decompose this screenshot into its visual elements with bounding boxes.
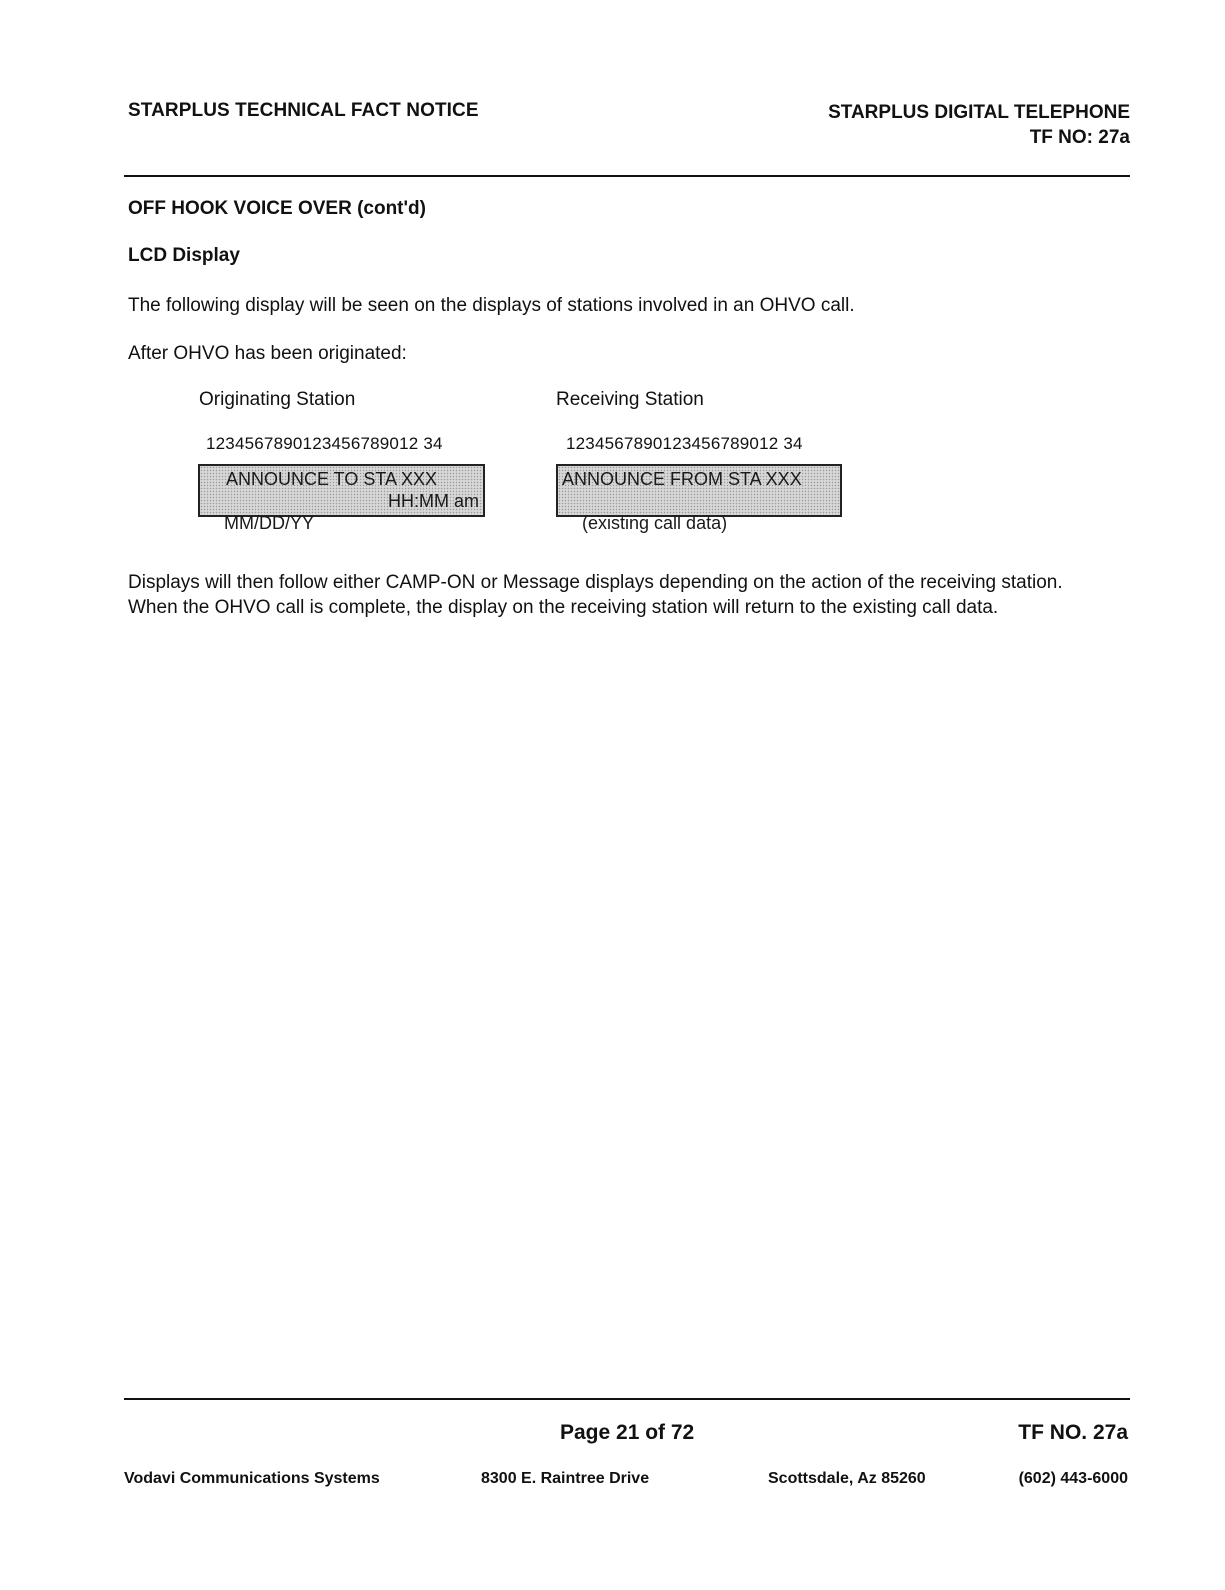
- originating-station-label: Originating Station: [199, 389, 356, 410]
- originating-lcd-date: MM/DD/YY: [224, 513, 315, 533]
- section-title: OFF HOOK VOICE OVER (cont'd): [128, 198, 426, 219]
- footer-phone: (602) 443-6000: [1018, 1470, 1128, 1487]
- footer-tf-number: TF NO. 27a: [1018, 1421, 1128, 1444]
- originating-column-ruler: 1234567890123456789012 34: [206, 434, 443, 453]
- footer-divider: [124, 1398, 1130, 1400]
- header-divider: [124, 175, 1130, 177]
- footer-city: Scottsdale, Az 85260: [768, 1470, 926, 1487]
- header-tf-number: TF NO: 27a: [1029, 127, 1130, 148]
- intro-paragraph: The following display will be seen on the displays of stations involved in an OHVO call.: [128, 295, 855, 316]
- receiving-lcd-line-2: [562, 490, 836, 533]
- after-origination-text: After OHVO has been originated:: [128, 343, 407, 364]
- header-right-title: STARPLUS DIGITAL TELEPHONE: [828, 102, 1130, 123]
- footer-address: 8300 E. Raintree Drive: [481, 1470, 650, 1487]
- originating-lcd-line-1: ANNOUNCE TO STA XXX: [226, 469, 438, 489]
- footer-company: Vodavi Communications Systems: [124, 1470, 380, 1487]
- closing-line-1: Displays will then follow either CAMP-ON or Message displays depending on the action of the receiving station.: [128, 572, 1063, 593]
- receiving-lcd-call-data: (existing call data): [582, 513, 728, 533]
- section-subtitle: LCD Display: [128, 245, 240, 266]
- originating-lcd-time: HH:MM am: [388, 491, 479, 511]
- receiving-lcd-display: [556, 464, 842, 533]
- closing-line-2: When the OHVO call is complete, the display on the receiving station will return to the existing call data.: [128, 597, 999, 618]
- header-right-block: [828, 100, 1130, 150]
- receiving-station-label: Receiving Station: [556, 389, 704, 410]
- originating-lcd-display: [198, 464, 485, 533]
- footer-page-number: Page 21 of 72: [560, 1421, 695, 1444]
- closing-paragraph: [128, 570, 1063, 620]
- header-left-title: STARPLUS TECHNICAL FACT NOTICE: [128, 100, 479, 121]
- receiving-lcd-line-1: ANNOUNCE FROM STA XXX: [562, 469, 802, 489]
- originating-lcd-line-2: [204, 490, 479, 533]
- receiving-column-ruler: 1234567890123456789012 34: [566, 434, 803, 453]
